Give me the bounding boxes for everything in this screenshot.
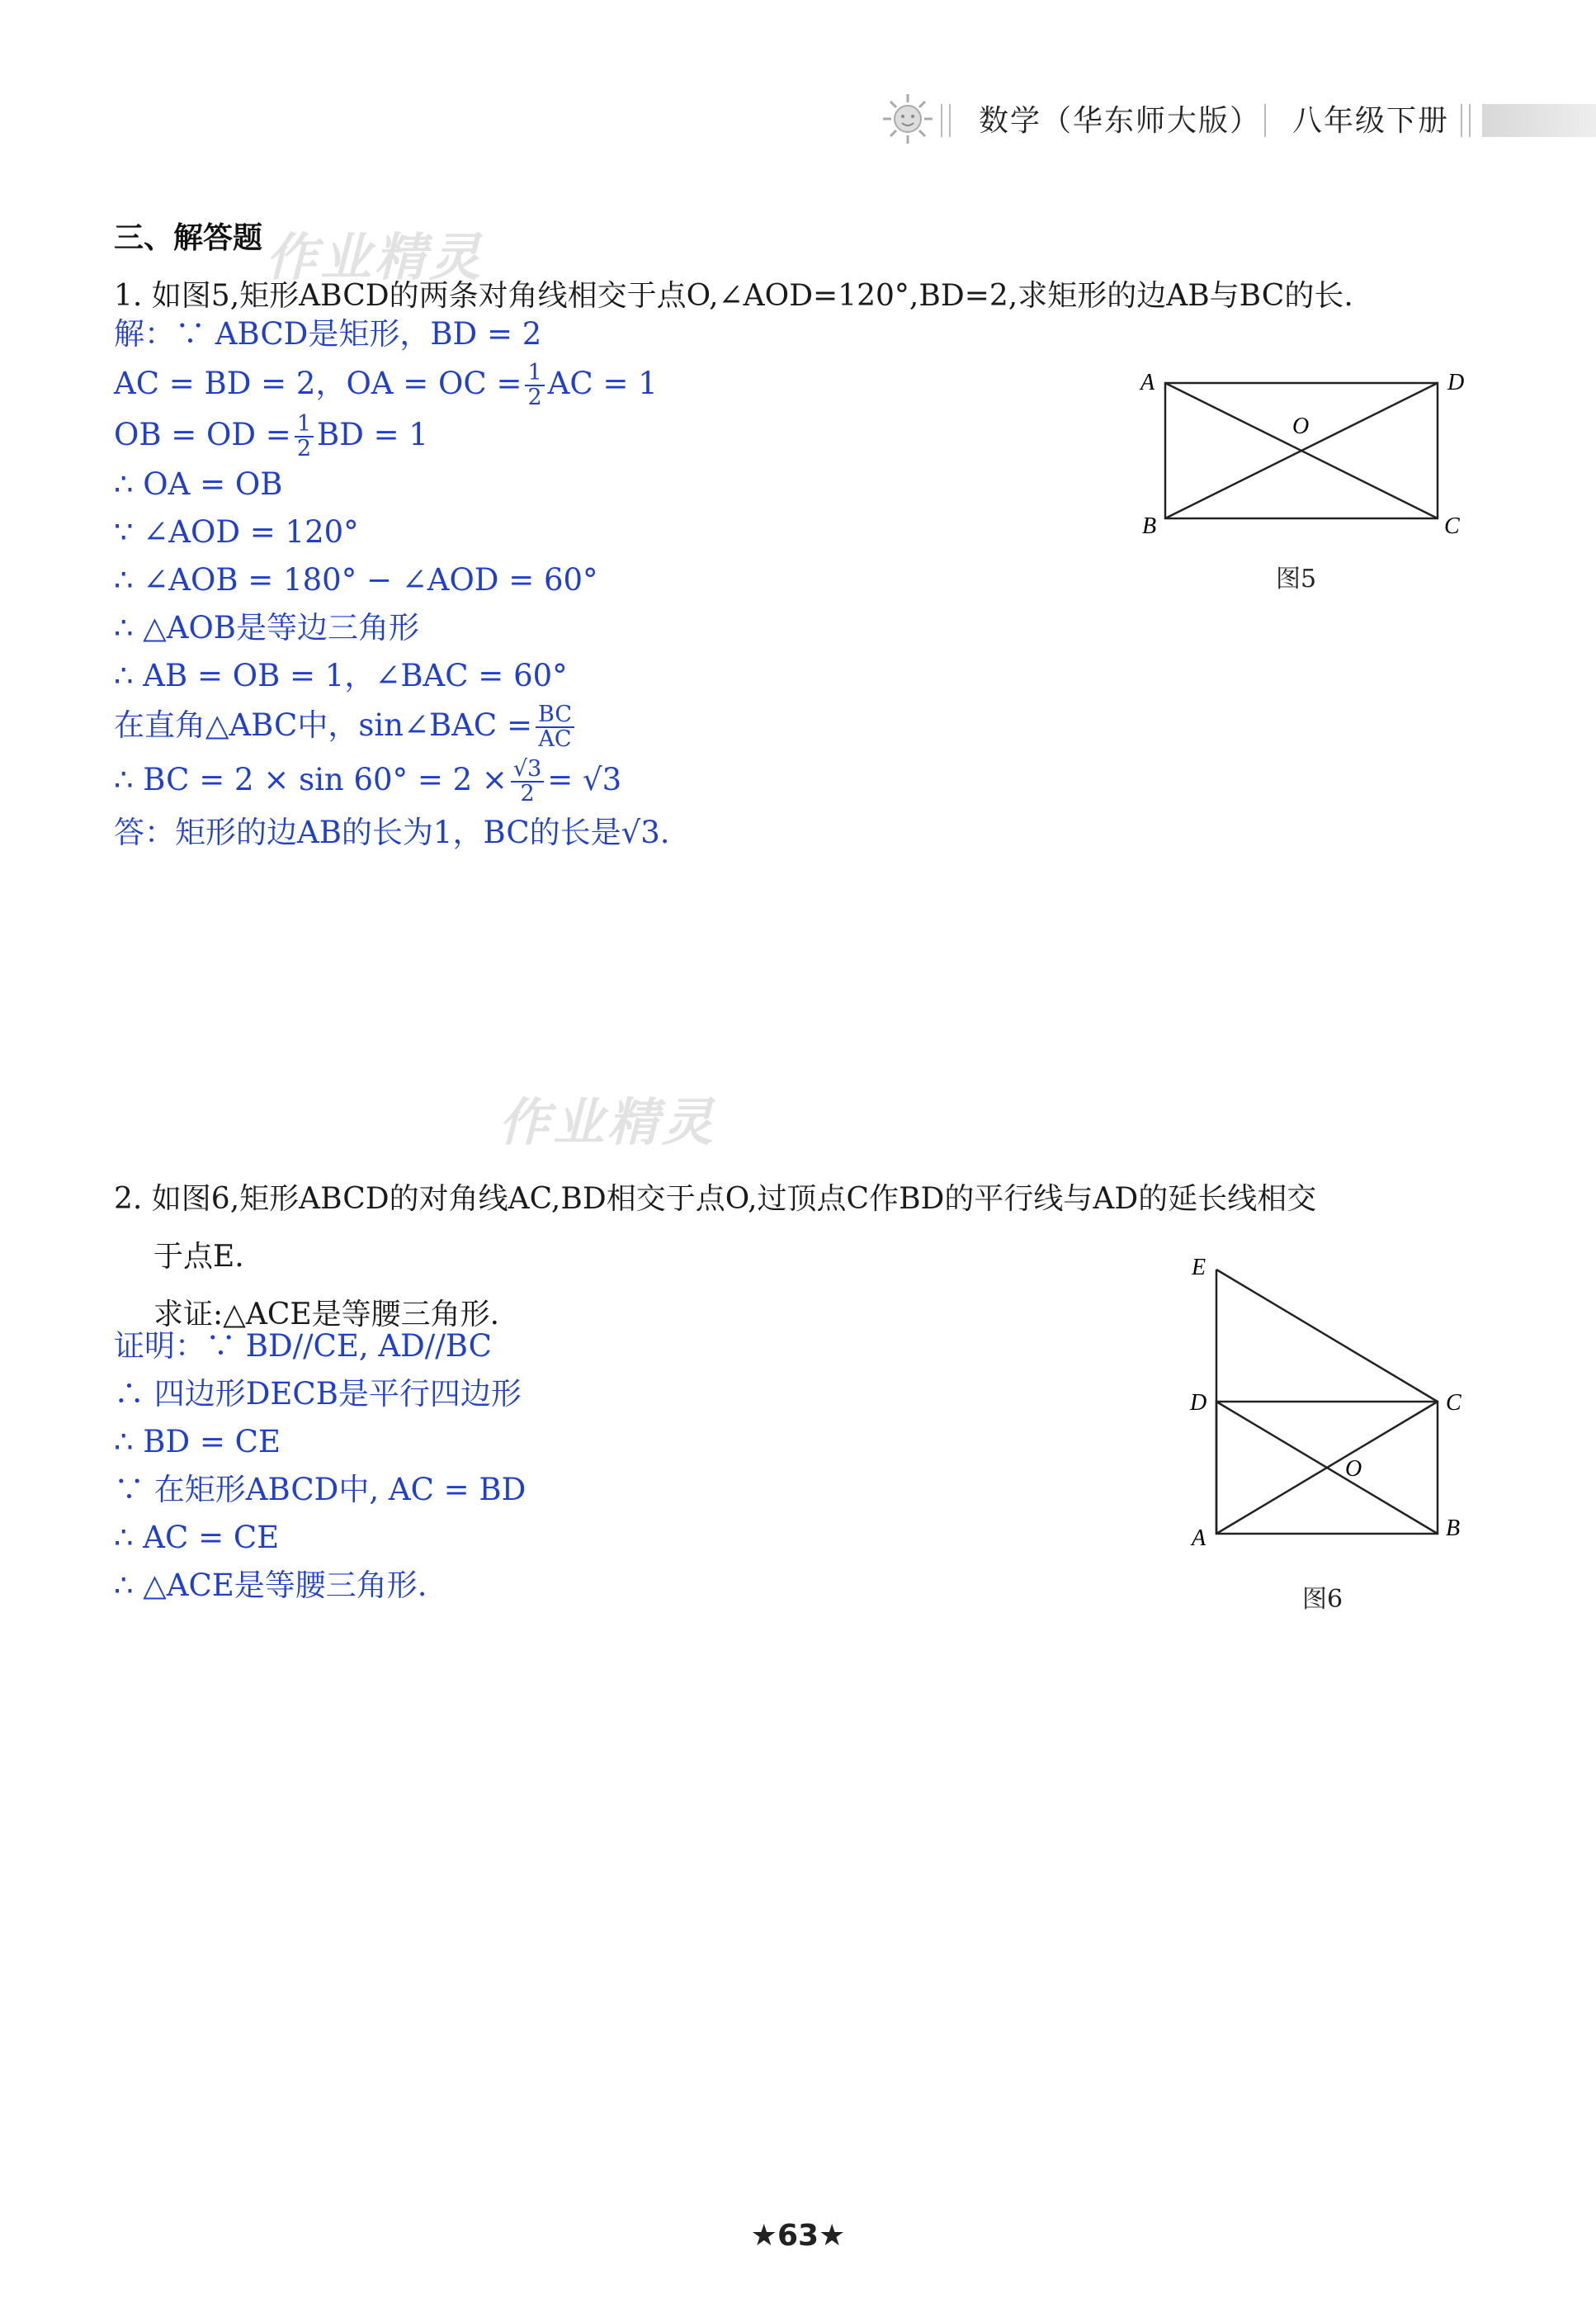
fraction-numerator: 1 <box>295 413 314 437</box>
header-stripe <box>1482 104 1596 137</box>
q1-solution-line-8: ∴ AB = OB = 1，∠BAC = 60° <box>114 658 568 693</box>
label-o: O <box>1292 414 1310 439</box>
label-a: A <box>1192 1525 1206 1551</box>
header-divider <box>1461 104 1471 137</box>
question-2-prove: 求证:△ACE是等腰三角形. <box>153 1298 500 1331</box>
fraction-numerator: 1 <box>525 362 544 386</box>
question-2-text-line-1: 2. 如图6,矩形ABCD的对角线AC,BD相交于点O,过顶点C作BD的平行线与AD的延长线相交 <box>114 1182 1317 1216</box>
header-subject: 数学（华东师大版） <box>979 104 1262 138</box>
label-e: E <box>1192 1255 1206 1280</box>
q2-proof-line-2: ∴ 四边形DECB是平行四边形 <box>114 1376 522 1412</box>
watermark: 作业精灵 <box>266 227 484 287</box>
q1-line10-text-a: ∴ BC = 2 × sin 60° = 2 × <box>114 761 508 797</box>
q1-solution-line-7: ∴ △AOB是等边三角形 <box>114 610 419 646</box>
q1-line9-text-a: 在直角△ABC中，sin∠BAC = <box>114 707 532 743</box>
q1-line3-text-a: OB = OD = <box>114 416 291 452</box>
fraction-numerator: √3 <box>511 758 544 783</box>
label-d: D <box>1447 370 1465 395</box>
q2-proof-line-6: ∴ △ACE是等腰三角形. <box>114 1568 427 1603</box>
figure-6-rectangle <box>1180 1246 1477 1560</box>
label-c: C <box>1446 1390 1461 1416</box>
header-separator <box>1264 104 1266 137</box>
q1-line2-text-b: AC = 1 <box>547 365 658 401</box>
header-grade: 八年级下册 <box>1292 104 1450 138</box>
figure-6-caption: 图6 <box>1302 1585 1343 1614</box>
fraction-denominator: 2 <box>520 781 535 807</box>
q1-solution-line-5: ∵ ∠AOD = 120° <box>114 514 359 550</box>
fraction-denominator: AC <box>538 726 572 753</box>
sun-logo-icon <box>881 92 934 145</box>
label-d: D <box>1190 1390 1207 1416</box>
segment-ec <box>1216 1270 1438 1402</box>
figure-5-rectangle <box>1131 363 1477 545</box>
q1-answer: 答：矩形的边AB的长为1，BC的长是√3. <box>114 815 670 850</box>
q1-solution-line-4: ∴ OA = OB <box>114 466 283 502</box>
q1-solution-line-3 <box>114 413 428 461</box>
fraction <box>511 758 544 806</box>
label-a: A <box>1140 370 1155 395</box>
fraction-denominator: 2 <box>527 385 542 411</box>
q1-solution-line-10 <box>114 758 621 806</box>
q1-solution-line-6: ∴ ∠AOB = 180° − ∠AOD = 60° <box>114 562 598 598</box>
q2-proof-line-3: ∴ BD = CE <box>114 1424 281 1459</box>
fraction-denominator: 2 <box>296 436 311 462</box>
q1-solution-line-2 <box>114 362 658 410</box>
figure-5-caption: 图5 <box>1276 565 1317 594</box>
label-o: O <box>1345 1456 1362 1482</box>
q2-proof-line-4: ∵ 在矩形ABCD中, AC = BD <box>114 1472 526 1507</box>
q2-proof-line-1: 证明：∵ BD//CE, AD//BC <box>114 1328 492 1364</box>
q2-proof-line-5: ∴ AC = CE <box>114 1520 280 1555</box>
fraction <box>295 413 314 461</box>
q1-line2-text-a: AC = BD = 2，OA = OC = <box>114 365 522 401</box>
question-2-text-line-2: 于点E. <box>153 1240 244 1274</box>
label-c: C <box>1444 513 1460 539</box>
section-title: 三、解答题 <box>114 221 263 255</box>
label-b: B <box>1446 1516 1461 1541</box>
q1-line3-text-b: BD = 1 <box>317 416 428 452</box>
q1-line10-text-b: = √3 <box>547 761 622 797</box>
q1-solution-line-9 <box>114 703 578 752</box>
q1-solution-line-1: 解：∵ ABCD是矩形，BD = 2 <box>114 316 542 352</box>
question-1-text: 1. 如图5,矩形ABCD的两条对角线相交于点O,∠AOD=120°,BD=2,求矩形的边AB与BC的长. <box>114 279 1353 313</box>
fraction <box>536 703 574 752</box>
page-number: ★63★ <box>750 2219 846 2253</box>
watermark: 作业精灵 <box>498 1092 717 1152</box>
header-divider <box>941 104 951 137</box>
fraction <box>525 362 544 410</box>
label-b: B <box>1142 513 1157 539</box>
fraction-numerator: BC <box>536 703 574 728</box>
